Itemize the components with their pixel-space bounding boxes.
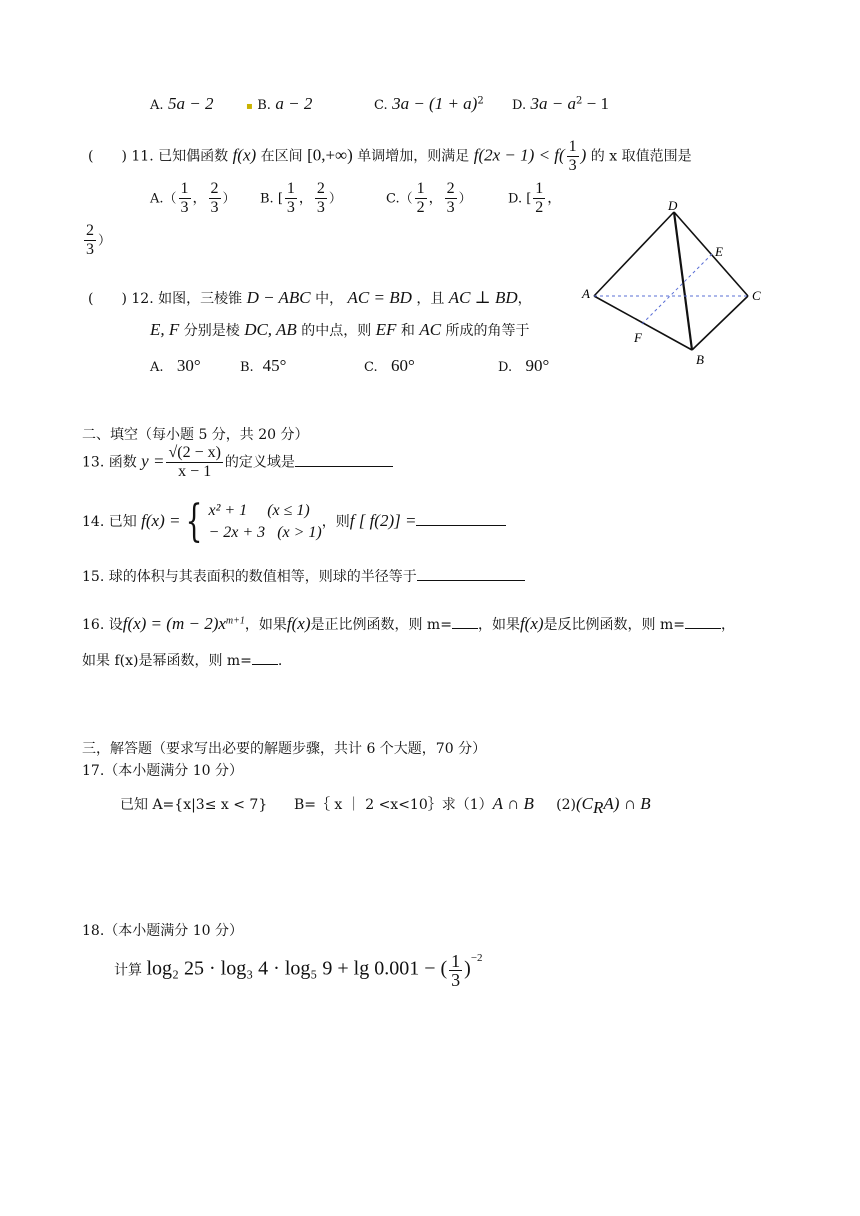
q11-opt-b: B. [ xyxy=(260,191,283,207)
q12-opt-c: C. 60° xyxy=(364,356,415,375)
q11-text4: 的 x 取值范围是 xyxy=(590,148,692,165)
q11-opt-a: A.（ xyxy=(150,191,177,207)
edge-DC xyxy=(674,212,748,296)
q16-blank-3[interactable] xyxy=(252,664,278,665)
q15-answer-blank[interactable] xyxy=(417,580,525,581)
q12-stem: ( ) 12. 如图，三棱锥 D − ABC 中， AC = BD ，且 AC ⊥ BD， xyxy=(88,288,532,307)
q11-stem: ( ) 11. 已知偶函数 f(x) 在区间 [0,+∞) 单调增加，则满足 f(2x − 1) < f( $\frac{1}{3}$ ) 的 x 取值范围是 xyxy=(88,138,692,174)
q12-opt-b: B. 45° xyxy=(240,356,287,375)
q11-interval: [0,+∞) xyxy=(307,145,353,165)
label-A: A xyxy=(582,286,590,301)
q10-opt-d-wrap: D. $3a - a^2 - 1$ xyxy=(512,94,609,113)
label-F: F xyxy=(634,330,642,345)
label-D: D xyxy=(668,198,678,213)
q17-title: 17.（本小题满分 10 分） xyxy=(82,763,243,779)
q13: 13. 函数 y = $\frac{√(2 - x)}{x - 1}$ 的定义域是 xyxy=(82,444,393,481)
q10-opt-c-wrap: C. $3a - (1 + a)^2$ xyxy=(374,94,484,113)
q14: 14. 已知 f(x) = { x² + 1 (x ≤ 1) − 2x + 3 (x > 1) ，则f [ f(2)] = xyxy=(82,500,506,544)
q11-opt-d: D. [ xyxy=(508,191,532,207)
q10-opt-c: 3a − (1 + a) xyxy=(392,94,478,113)
q11-options: A.（ $\frac{1}{3}$ ， $\frac{2}{3}$ ） xyxy=(150,180,236,216)
q16: 16. 设$f(x) = (m - 2)x^{m+1}$，如果f(x)是正比例函数，则 m= ，如果f(x)是反比例函数，则 m= ， xyxy=(82,614,736,633)
q11-opt-d-cont: $\frac{2}{3}$ ） xyxy=(86,222,112,258)
label-E: E xyxy=(715,244,723,259)
label-B: B xyxy=(696,352,704,367)
q12-paren: ( ) xyxy=(88,291,127,307)
section2-heading: 二、填空（每小题 5 分，共 20 分） xyxy=(82,427,309,443)
q10-opt-d: 3a − a xyxy=(530,94,577,113)
q11-text1: 11. 已知偶函数 xyxy=(131,148,229,165)
label-C: C xyxy=(752,288,761,303)
q11-paren: ( ) xyxy=(88,148,127,165)
q18-body: 计算 log₂ 25 · log₃ 4 · log₅ 9 + lg 0.001 − ( $\frac{1}{3}$ )$^{-2}$ xyxy=(114,951,483,990)
q18-frac: $\frac{1}{3}$ xyxy=(451,951,461,990)
q10-opt-a: 5a − 2 xyxy=(167,94,214,113)
stray-dot: ▪ xyxy=(246,101,253,112)
segment-EF-hidden xyxy=(642,254,712,324)
q10-opt-c-label: C. xyxy=(374,98,388,113)
q16-blank-1[interactable] xyxy=(452,628,478,629)
q12-opt-d: D. 90° xyxy=(498,356,550,375)
q14-cases: x² + 1 (x ≤ 1) − 2x + 3 (x > 1) xyxy=(208,502,322,541)
q14-brace: { xyxy=(186,496,203,547)
q10-opt-d-label: D. xyxy=(512,98,527,113)
q18-title: 18.（本小题满分 10 分） xyxy=(82,923,243,939)
q12-text1: 12. 如图，三棱锥 xyxy=(131,291,243,307)
q11-fx: f(x) xyxy=(232,145,257,165)
q10-options xyxy=(150,94,213,114)
tetrahedron-figure xyxy=(580,196,780,372)
edge-AD xyxy=(594,212,674,296)
edge-DB xyxy=(674,212,692,350)
q11-text2: 在区间 xyxy=(260,148,303,165)
q16-blank-2[interactable] xyxy=(685,628,721,629)
q17-body: 已知 A={x|3≤ x < 7} B=｛ x ｜ 2 <x<10｝求（1）A ∩ B $(2)(C_RA)$ ∩ B xyxy=(120,794,651,817)
q14-answer-blank[interactable] xyxy=(416,525,506,526)
q10-opt-b-label: B. xyxy=(257,98,271,113)
q11-opt-d-wrap: D. [ $\frac{1}{2}$ ， xyxy=(508,180,562,216)
q13-answer-blank[interactable] xyxy=(295,466,393,467)
q11-frac-third: $\frac{1}{3}$ xyxy=(568,138,577,174)
q12-stem-line2: E, F 分别是棱 DC, AB 的中点，则 EF 和 AC 所成的角等于 xyxy=(150,320,530,339)
q16-line2: 如果 f(x)是幂函数，则 m= . xyxy=(82,653,283,669)
q10-opt-b: a − 2 xyxy=(275,94,313,113)
q15: 15. 球的体积与其表面积的数值相等，则球的半径等于 xyxy=(82,566,525,586)
q10-opt-b-wrap xyxy=(246,94,312,114)
edge-BC xyxy=(692,296,748,350)
q18-expr: log₂ 25 · log₃ 4 · log₅ 9 + lg 0.001 − ( xyxy=(146,957,448,980)
q11-text3: 单调增加，则满足 xyxy=(357,148,470,165)
q11-opt-c: C.（ xyxy=(386,191,413,207)
q11-ineq: f(2x − 1) < f( xyxy=(473,145,565,165)
q11-opt-b-wrap: B. [ $\frac{1}{3}$ ， $\frac{2}{3}$ ） xyxy=(260,180,342,216)
q13-frac: $\frac{√(2 - x)}{x - 1}$ xyxy=(168,444,221,480)
q11-opt-c-wrap: C.（ $\frac{1}{2}$ ， $\frac{2}{3}$ ） xyxy=(386,180,472,216)
section3-heading: 三，解答题（要求写出必要的解题步骤，共计 6 个大题，70 分） xyxy=(82,741,487,757)
q10-opt-a-label: A. xyxy=(150,98,164,113)
q12-opt-a: A. 30° xyxy=(150,356,201,375)
